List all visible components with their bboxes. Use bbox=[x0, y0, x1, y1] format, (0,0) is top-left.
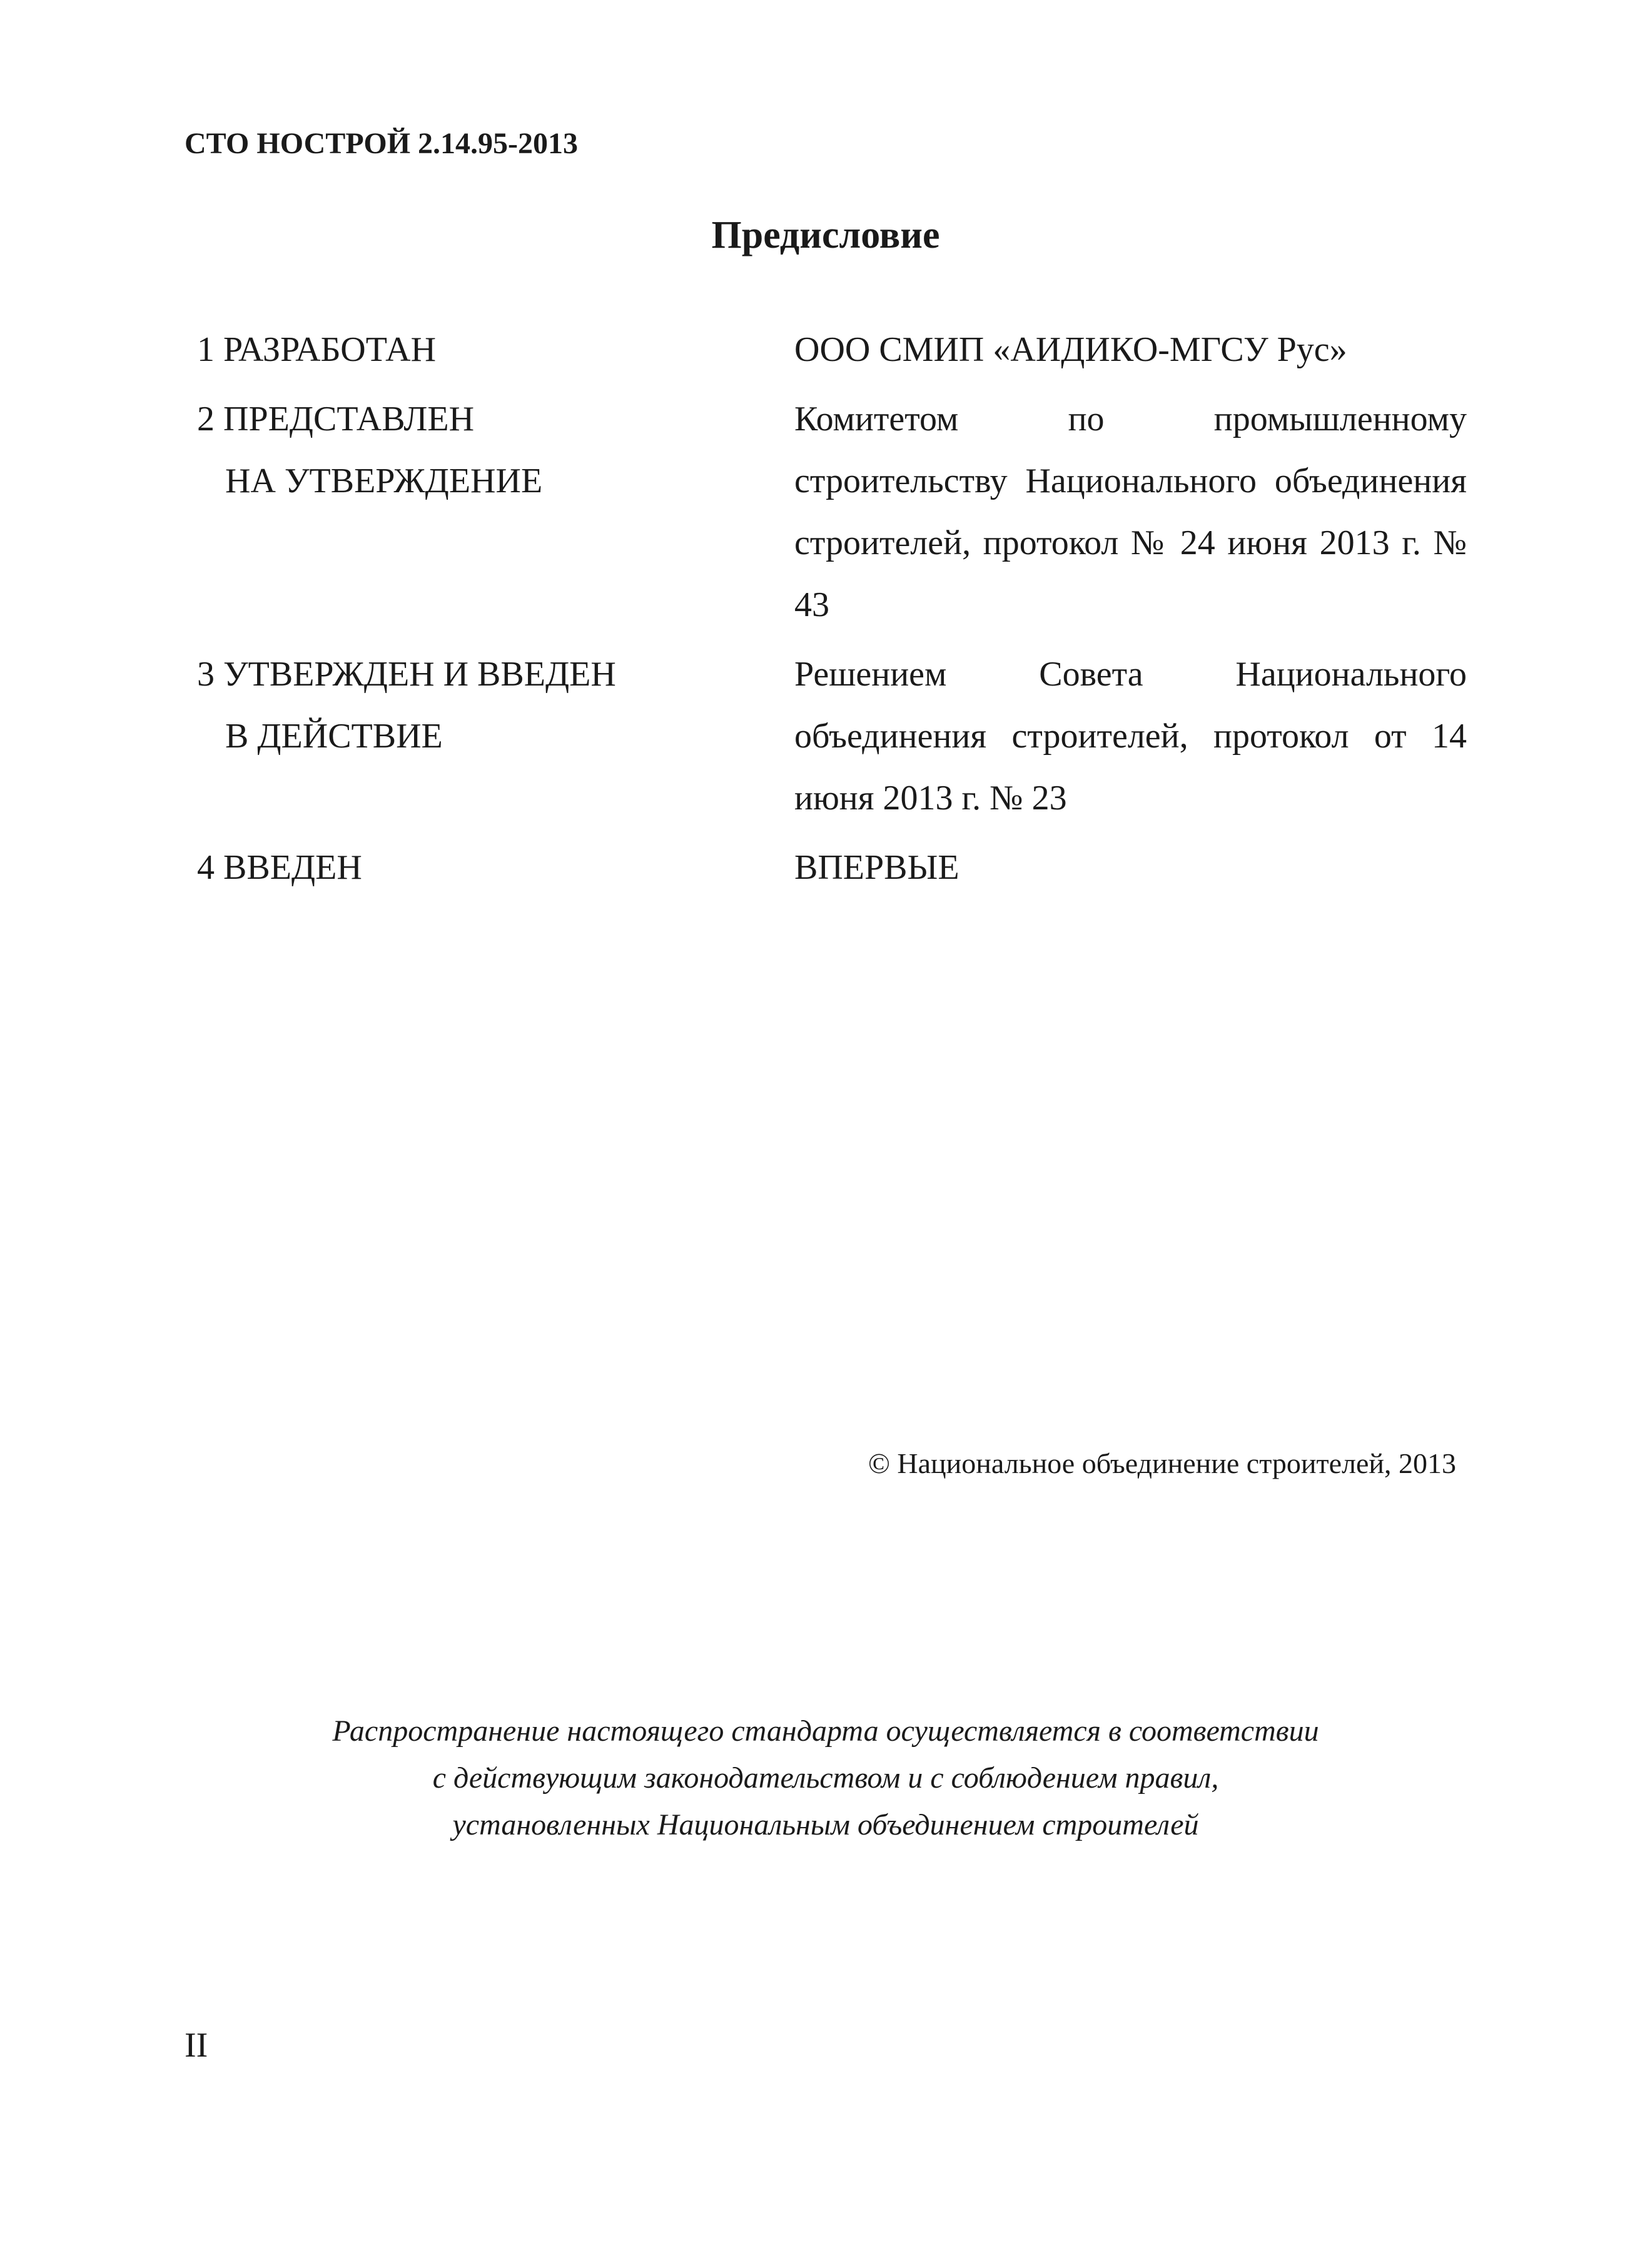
entry-label bbox=[197, 319, 794, 381]
entry-value: Решением Совета Национального объединения строителей, протокол от 14 июня 2013 г. № 23 bbox=[794, 655, 1467, 818]
copyright-notice: © Национальное объединение строителей, 2013 bbox=[868, 1447, 1456, 1479]
entry-label-line: 3 УТВЕРЖДЕН И ВВЕДЕН bbox=[197, 655, 616, 694]
entry-developed bbox=[197, 319, 1467, 381]
entry-value: ВПЕРВЫЕ bbox=[794, 848, 959, 887]
entry-value: Комитетом по промышленному строительству Национального объединения строителей, протокол № 24 июня 2013 г. № 43 bbox=[794, 400, 1467, 624]
entry-label-line: В ДЕЙСТВИЕ bbox=[225, 717, 443, 756]
entry-label-line: 2 ПРЕДСТАВЛЕН bbox=[197, 400, 475, 438]
document-code: СТО НОСТРОЙ 2.14.95-2013 bbox=[185, 127, 579, 160]
entry-introduced bbox=[197, 837, 1467, 899]
entry-label bbox=[197, 388, 794, 636]
distribution-line: Распространение настоящего стандарта осуществляется в соответствии bbox=[332, 1714, 1319, 1748]
distribution-notice bbox=[0, 1708, 1625, 1848]
entry-submitted bbox=[197, 388, 1467, 636]
entry-value: ООО СМИП «АИДИКО-МГСУ Рус» bbox=[794, 330, 1347, 369]
entry-label bbox=[197, 644, 794, 829]
distribution-line: установленных Национальным объединением строителей bbox=[452, 1808, 1199, 1841]
page-title: Предисловие bbox=[711, 214, 940, 256]
entry-label-line: НА УТВЕРЖДЕНИЕ bbox=[225, 462, 543, 500]
entry-approved bbox=[197, 644, 1467, 829]
preface-entries bbox=[197, 319, 1467, 906]
distribution-line: с действующим законодательством и с соблюдением правил, bbox=[432, 1761, 1219, 1795]
entry-label-line: 1 РАЗРАБОТАН bbox=[197, 330, 437, 369]
entry-label-line: 4 ВВЕДЕН bbox=[197, 848, 362, 887]
entry-label bbox=[197, 837, 794, 899]
page-number: II bbox=[185, 2026, 208, 2065]
